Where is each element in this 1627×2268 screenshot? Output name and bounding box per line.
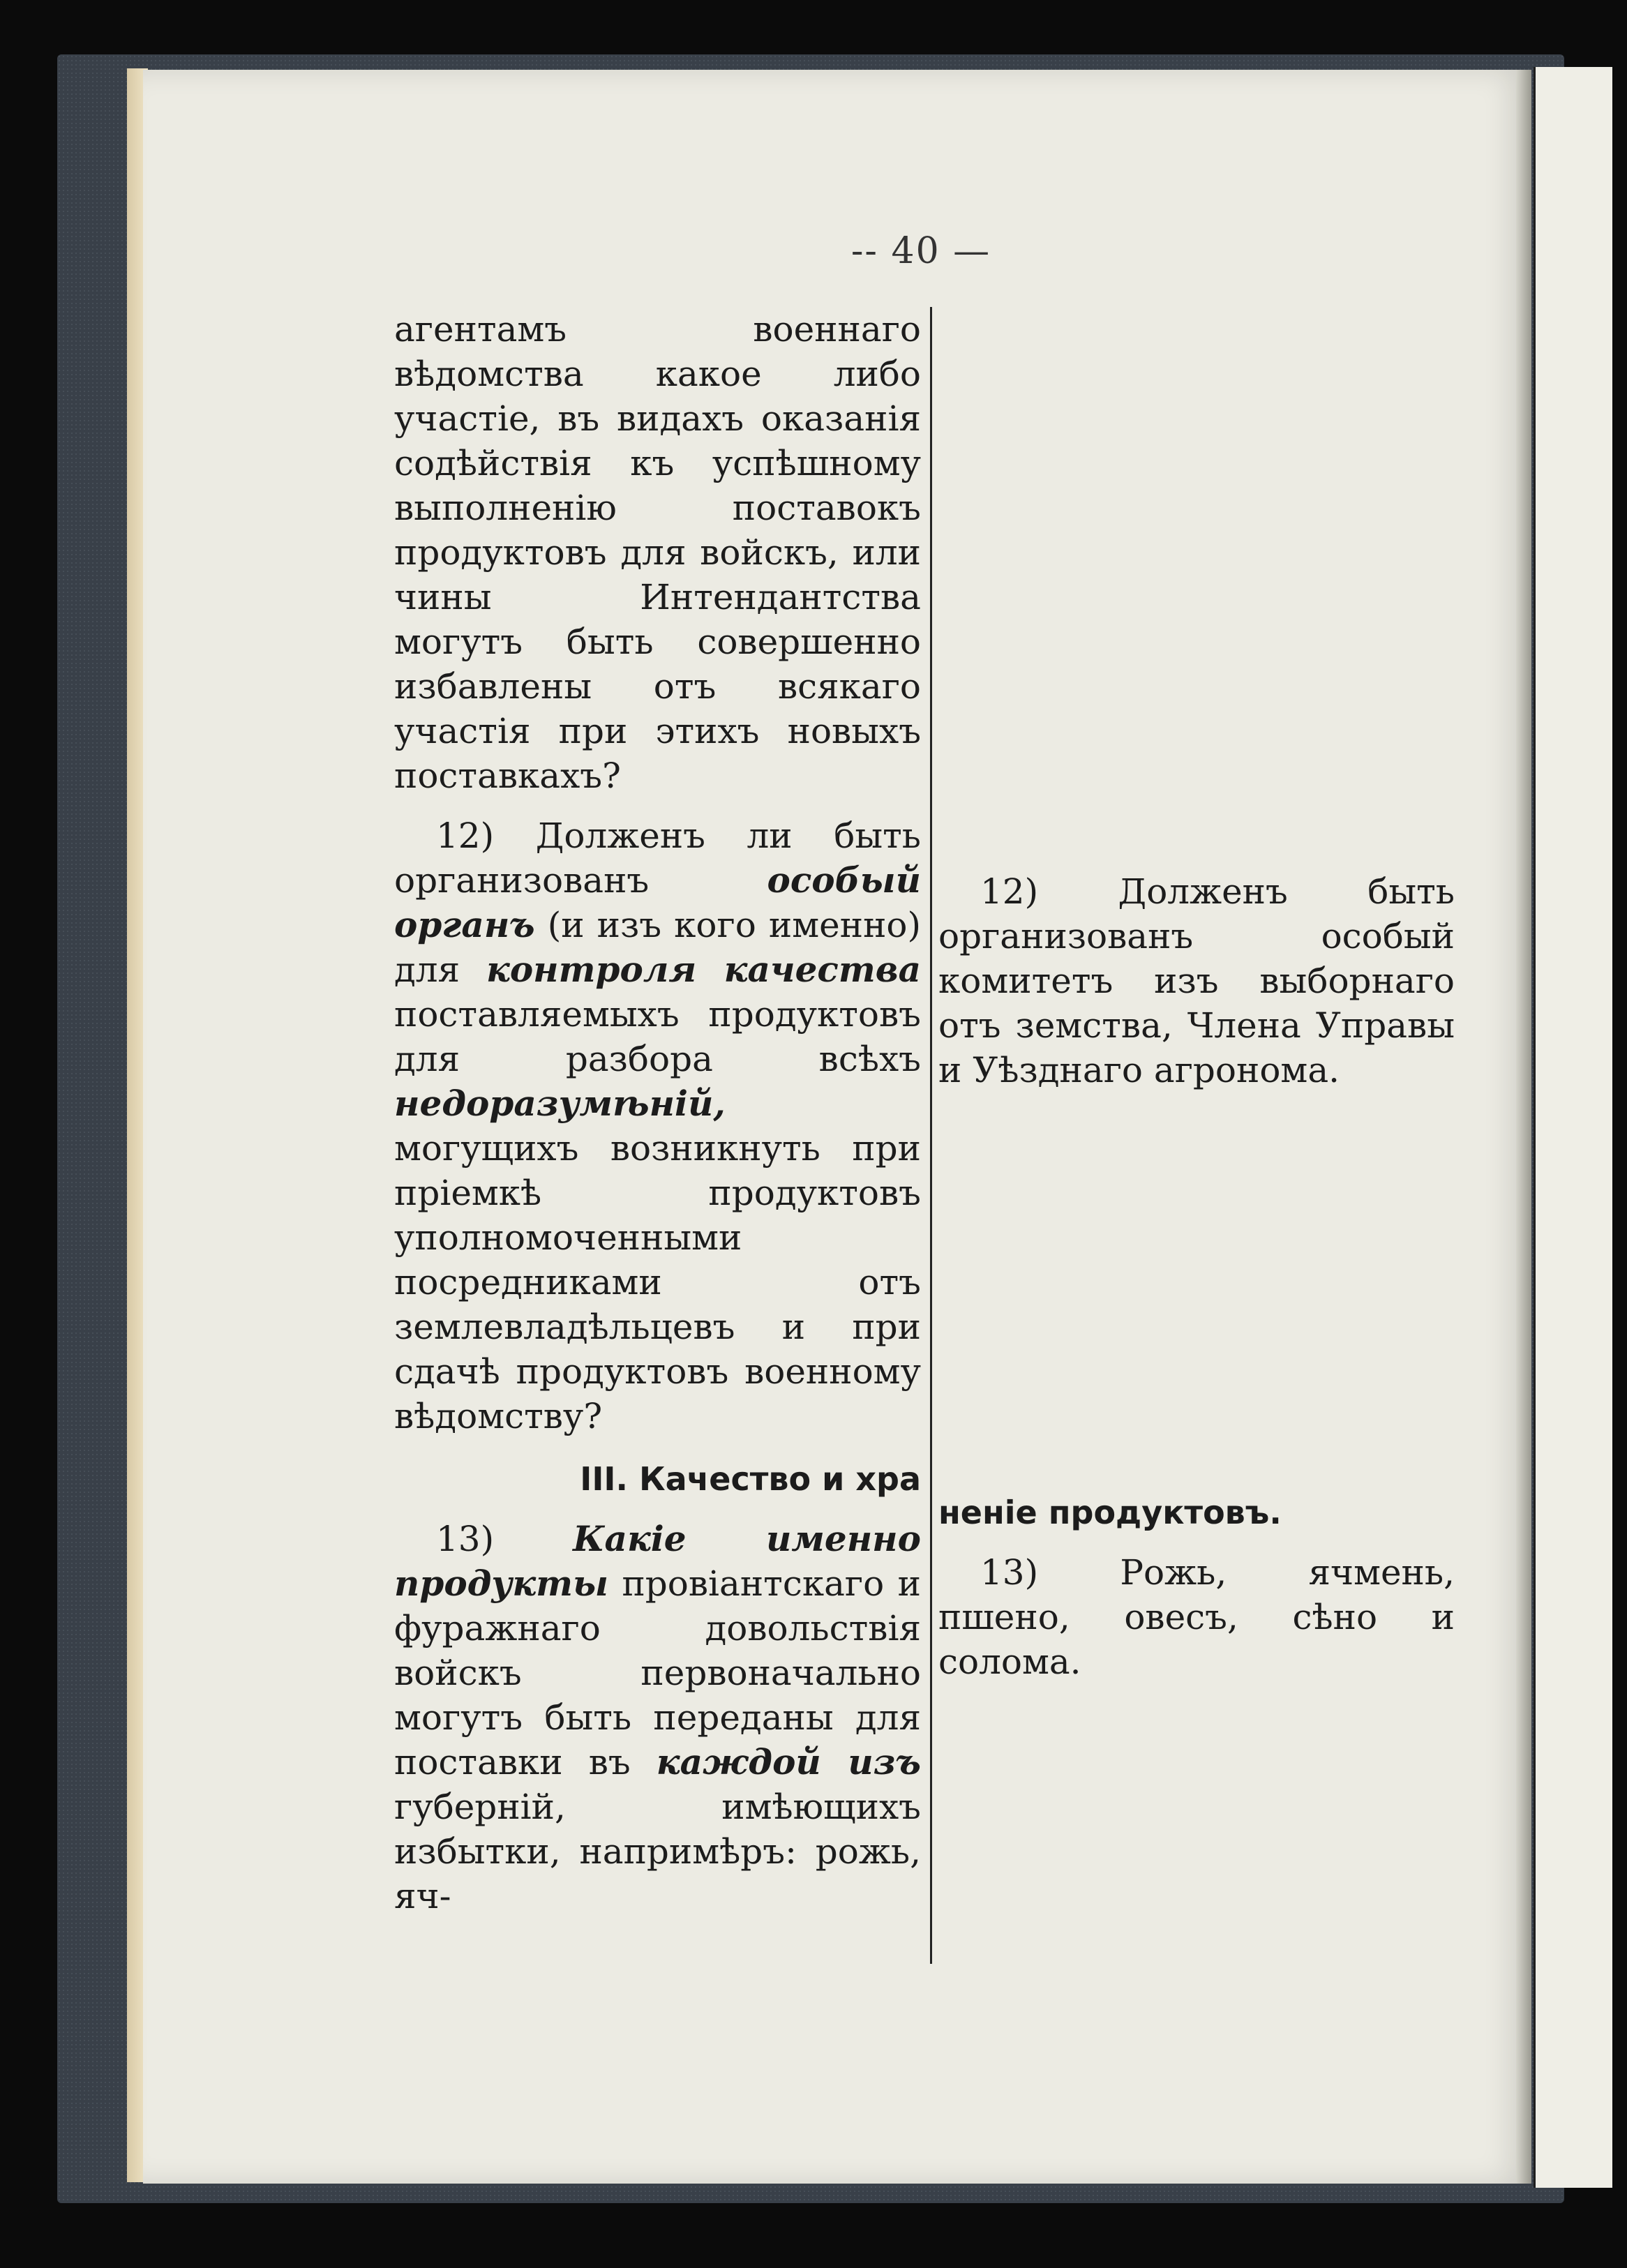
answer-13: 13) Рожь, ячмень, пшено, овесъ, сѣно и солома. xyxy=(938,1552,1455,1682)
column-divider xyxy=(930,307,932,1964)
right-column xyxy=(938,307,1455,1684)
answer-12: 12) Долженъ быть организованъ особый комитетъ изъ выборнаго отъ земства, Члена Управы и Уѣзднаго агронома. xyxy=(938,871,1455,1090)
left-column xyxy=(394,307,921,1918)
question-11-continuation: агентамъ военнаго вѣдомства какое либо участіе, въ видахъ оказанія содѣйствія къ успѣшному выполненію поставокъ продуктовъ для войскъ, или чины Интендантства могутъ быть совершенно избавлены отъ всякаго участія при этихъ новыхъ поставкахъ? xyxy=(394,309,921,796)
page-number: -- 40 — xyxy=(850,230,991,272)
page-gutter-shadow xyxy=(1516,70,1531,2184)
question-12: 12) Долженъ ли быть организованъ особый органъ (и изъ кого именно) для контроля качества поставляемыхъ продуктовъ для разбора всѣхъ недоразумѣній, могущихъ возникнуть при пріемкѣ продуктовъ уполномоченными посредниками отъ землевладѣльцевъ и при сдачѣ продуктовъ военному вѣдомству? xyxy=(394,816,921,1436)
question-13: 13) Какіе именно продукты провіантскаго и фуражнаго довольствія войскъ первоначально могутъ быть переданы для поставки въ каждой изъ губерній, имѣющихъ избытки, напримѣръ: рожь, яч- xyxy=(394,1518,921,1916)
section-heading-right: неніе продуктовъ. xyxy=(938,1494,1282,1531)
section-heading-left: III. Качество и хра xyxy=(580,1460,921,1498)
next-page-edge xyxy=(1534,67,1612,2188)
